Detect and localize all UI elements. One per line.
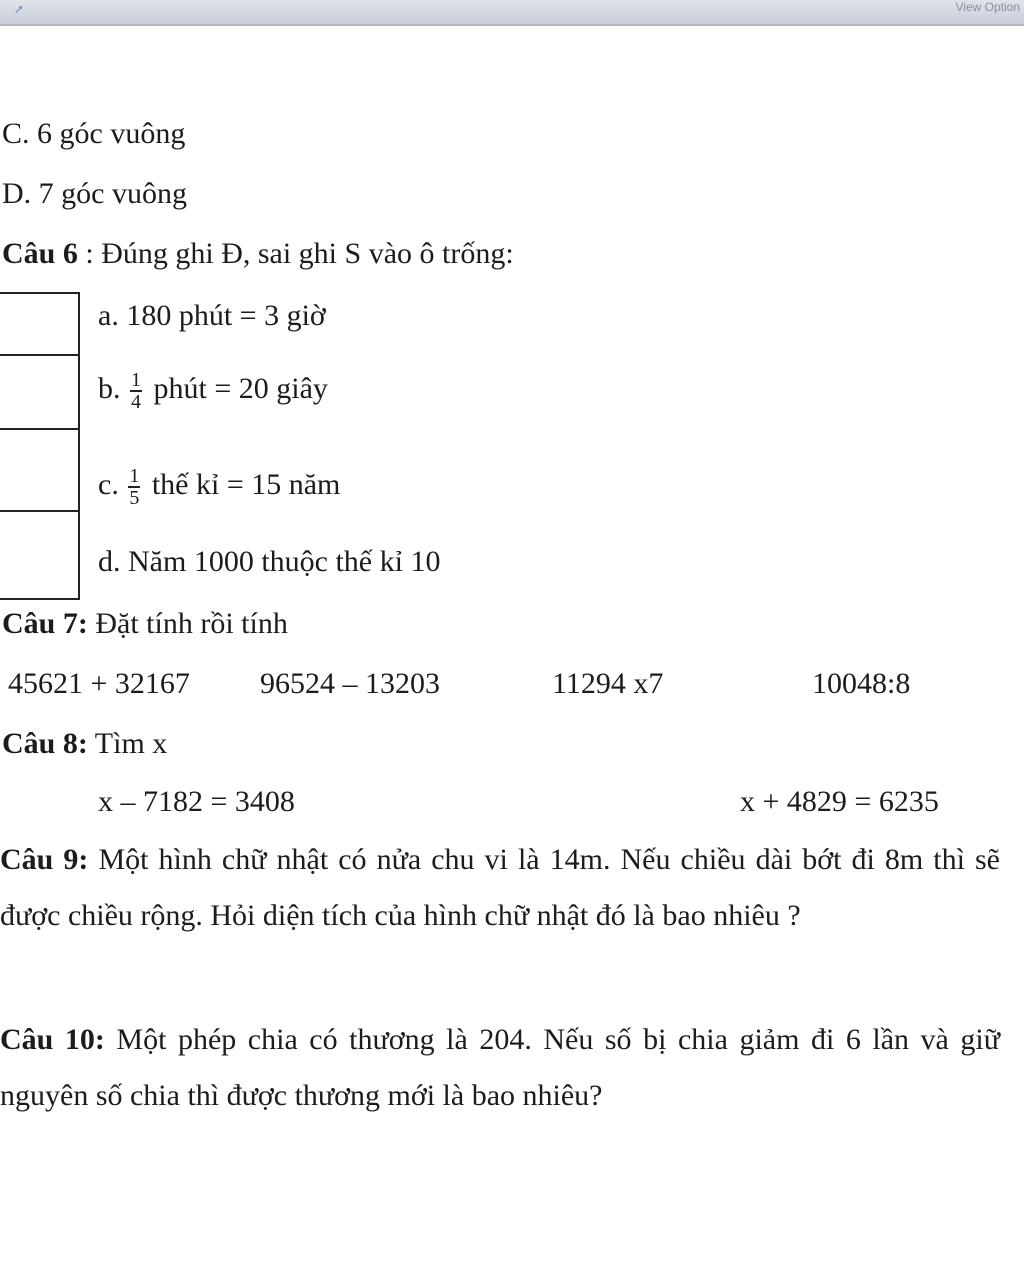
answer-box-d[interactable]: [0, 510, 80, 600]
question-8: [2, 726, 167, 762]
answer-box-b[interactable]: [0, 354, 80, 430]
option-d: D. 7 góc vuông: [2, 177, 187, 210]
statement-b-suffix: phút = 20 giây: [146, 371, 328, 405]
expression-4: 10048:8: [812, 667, 911, 700]
question-8-label: Câu 8:: [2, 727, 88, 760]
question-7-label: Câu 7:: [2, 607, 88, 640]
question-6-text: : Đúng ghi Đ, sai ghi S vào ô trống:: [77, 237, 514, 270]
statement-c-suffix: thế kỉ = 15 năm: [144, 467, 341, 501]
view-option-label[interactable]: View Option: [955, 0, 1020, 14]
statement-b-prefix: b.: [98, 371, 128, 405]
answer-box-a[interactable]: [0, 292, 80, 356]
fraction-c: [128, 466, 140, 508]
question-7-text: Đặt tính rồi tính: [87, 607, 288, 640]
expression-3: 11294 x7: [552, 667, 664, 700]
toolbar-arrow-icon[interactable]: ➚: [14, 2, 25, 16]
expression-1: 45621 + 32167: [8, 667, 190, 700]
statement-d: d. Năm 1000 thuộc thế kỉ 10: [98, 545, 441, 578]
question-10: [0, 1012, 1000, 1124]
fraction-b-numerator: 1: [131, 369, 141, 391]
statement-c-prefix: c.: [98, 467, 127, 501]
equation-2: x + 4829 = 6235: [740, 785, 939, 818]
fraction-c-denominator: 5: [129, 487, 140, 509]
question-6-label: Câu 6: [2, 237, 78, 270]
statement-a: a. 180 phút = 3 giờ: [98, 299, 326, 332]
question-7: [2, 606, 288, 642]
fraction-c-numerator: 1: [129, 465, 140, 487]
fraction-b-denominator: 4: [131, 391, 141, 413]
statement-b: [98, 370, 328, 412]
question-9-text: Một hình chữ nhật có nửa chu vi là 14m. Nếu chiều dài bớt đi 8m thì sẽ được chiều rộng. Hỏi diện tích của hình chữ nhật đó là bao nhiêu ?: [0, 843, 1000, 932]
question-8-text: Tìm x: [87, 727, 168, 760]
question-9: [0, 832, 1000, 944]
fraction-b: [130, 370, 142, 412]
statement-c: [98, 466, 340, 508]
window-toolbar: [0, 0, 1024, 26]
answer-box-c[interactable]: [0, 428, 80, 512]
question-10-text: Một phép chia có thương là 204. Nếu số bị chia giảm đi 6 lần và giữ nguyên số chia thì được thương mới là bao nhiêu?: [0, 1023, 1000, 1112]
expression-2: 96524 – 13203: [260, 667, 440, 700]
question-9-label: Câu 9:: [0, 843, 89, 876]
question-6: [2, 236, 514, 272]
equation-1: x – 7182 = 3408: [98, 785, 295, 818]
option-c: C. 6 góc vuông: [2, 117, 186, 150]
question-10-label: Câu 10:: [0, 1023, 105, 1056]
